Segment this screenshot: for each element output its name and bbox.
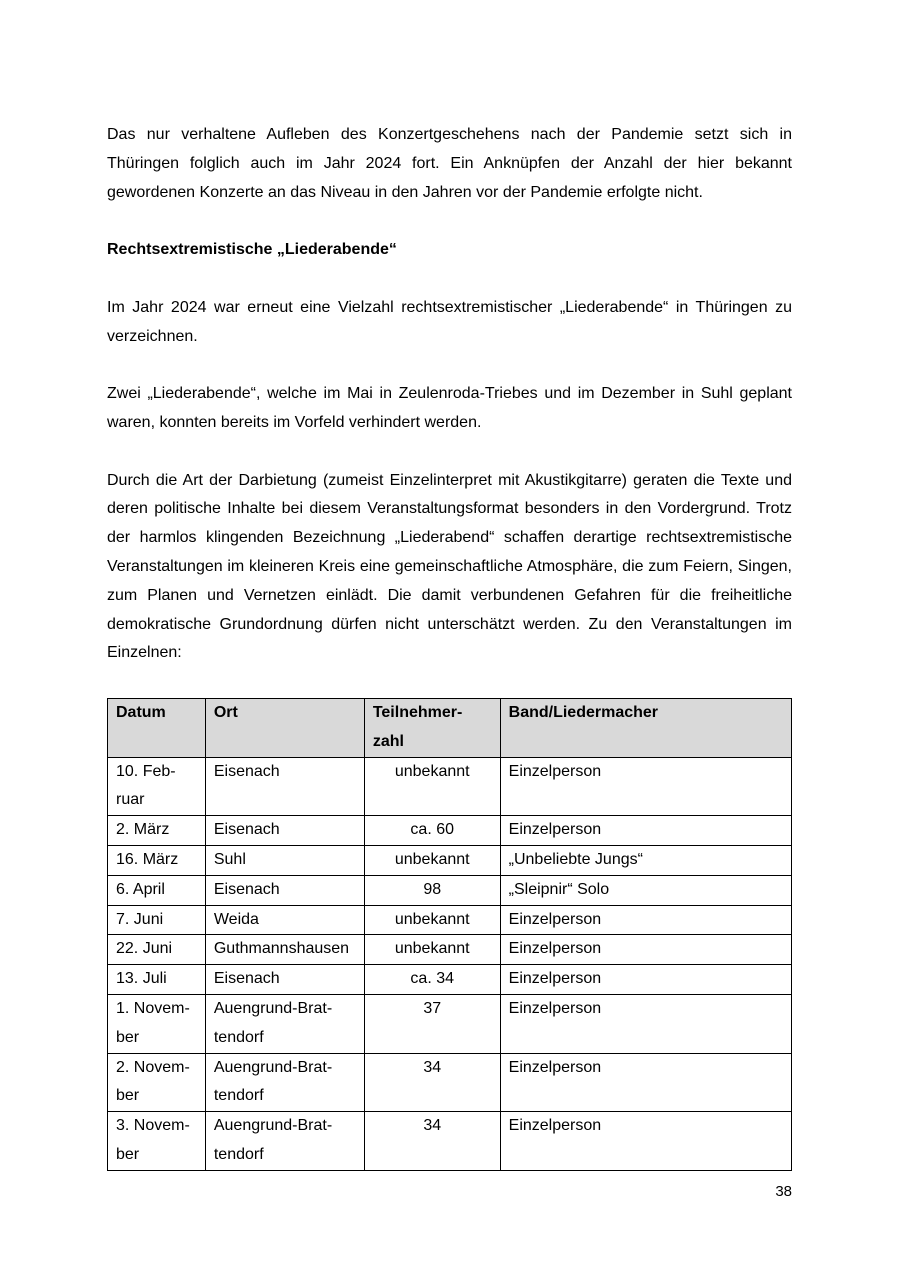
- table-row: [108, 994, 792, 1053]
- cell-ort: Eisenach: [205, 816, 364, 846]
- cell-teilnehmer: ca. 60: [364, 816, 500, 846]
- cell-teilnehmer: unbekannt: [364, 935, 500, 965]
- cell-datum: 6. April: [108, 875, 206, 905]
- cell-teilnehmer: unbekannt: [364, 757, 500, 816]
- page-number: 38: [775, 1183, 792, 1200]
- cell-band: Einzelperson: [500, 994, 791, 1053]
- cell-ort: Auengrund-Brat- tendorf: [205, 994, 364, 1053]
- header-band: Band/Liedermacher: [500, 699, 791, 758]
- cell-band: „Sleipnir“ Solo: [500, 875, 791, 905]
- section-heading: Rechtsextremistische „Liederabende“: [107, 241, 397, 259]
- table-row: [108, 757, 792, 816]
- cell-datum: 1. Novem- ber: [108, 994, 206, 1053]
- cell-ort: Suhl: [205, 845, 364, 875]
- cell-datum: 2. Novem- ber: [108, 1053, 206, 1112]
- cell-ort: Guthmannshausen: [205, 935, 364, 965]
- cell-ort: Auengrund-Brat- tendorf: [205, 1053, 364, 1112]
- header-teilnehmerzahl: Teilnehmer- zahl: [364, 699, 500, 758]
- cell-band: Einzelperson: [500, 965, 791, 995]
- cell-band: „Unbeliebte Jungs“: [500, 845, 791, 875]
- cell-datum: 16. März: [108, 845, 206, 875]
- cell-band: Einzelperson: [500, 1112, 791, 1171]
- cell-band: Einzelperson: [500, 757, 791, 816]
- table-row: [108, 1112, 792, 1171]
- cell-band: Einzelperson: [500, 905, 791, 935]
- table-row: [108, 965, 792, 995]
- cell-teilnehmer: 98: [364, 875, 500, 905]
- cell-band: Einzelperson: [500, 816, 791, 846]
- cell-ort: Eisenach: [205, 965, 364, 995]
- table-row: [108, 905, 792, 935]
- cell-datum: 3. Novem- ber: [108, 1112, 206, 1171]
- cell-ort: Weida: [205, 905, 364, 935]
- cell-teilnehmer: unbekannt: [364, 905, 500, 935]
- table-row: [108, 816, 792, 846]
- cell-ort: Auengrund-Brat- tendorf: [205, 1112, 364, 1171]
- cell-ort: Eisenach: [205, 757, 364, 816]
- events-table: [107, 698, 792, 1171]
- cell-datum: 10. Feb- ruar: [108, 757, 206, 816]
- table-row: [108, 1053, 792, 1112]
- document-body: [107, 121, 792, 668]
- cell-teilnehmer: 34: [364, 1112, 500, 1171]
- paragraph-prevented-events: Zwei „Liederabende“, welche im Mai in Zeulenroda-Triebes und im Dezember in Suhl geplant waren, konnten bereits im Vorfeld verhindert werden.: [107, 385, 792, 431]
- cell-ort: Eisenach: [205, 875, 364, 905]
- paragraph-concert-decline: Das nur verhaltene Aufleben des Konzertgeschehens nach der Pandemie setzt sich in Thüringen folglich auch im Jahr 2024 fort. Ein Anknüpfen der Anzahl der hier bekannt gewordenen Konzerte an das Niveau in den Jahren vor der Pandemie erfolgte nicht.: [107, 126, 792, 201]
- cell-teilnehmer: unbekannt: [364, 845, 500, 875]
- cell-teilnehmer: 34: [364, 1053, 500, 1112]
- header-ort: Ort: [205, 699, 364, 758]
- table-header-row: [108, 699, 792, 758]
- cell-band: Einzelperson: [500, 935, 791, 965]
- table-row: [108, 875, 792, 905]
- header-datum: Datum: [108, 699, 206, 758]
- cell-teilnehmer: 37: [364, 994, 500, 1053]
- cell-teilnehmer: ca. 34: [364, 965, 500, 995]
- cell-datum: 22. Juni: [108, 935, 206, 965]
- paragraph-2024-overview: Im Jahr 2024 war erneut eine Vielzahl rechtsextremistischer „Liederabende“ in Thüringen zu verzeichnen.: [107, 298, 792, 345]
- cell-datum: 7. Juni: [108, 905, 206, 935]
- paragraph-event-format: Durch die Art der Darbietung (zumeist Einzelinterpret mit Akustikgitarre) geraten die Texte und deren politische Inhalte bei diesem Veranstaltungsformat besonders in den Vordergrund. Trotz der harmlos klingenden Bezeichnung „Liederabend“ schaffen derartige rechtsextremistische Veranstaltungen im kleineren Kreis eine gemeinschaftliche Atmosphäre, die zum Feiern, Singen, zum Planen und Vernetzen einlädt. Die damit verbundenen Gefahren für die freiheitliche demokratische Grundordnung dürfen nicht unterschätzt werden. Zu den Veranstaltungen im Einzelnen:: [107, 471, 792, 662]
- cell-datum: 13. Juli: [108, 965, 206, 995]
- table-row: [108, 935, 792, 965]
- table-row: [108, 845, 792, 875]
- cell-band: Einzelperson: [500, 1053, 791, 1112]
- cell-datum: 2. März: [108, 816, 206, 846]
